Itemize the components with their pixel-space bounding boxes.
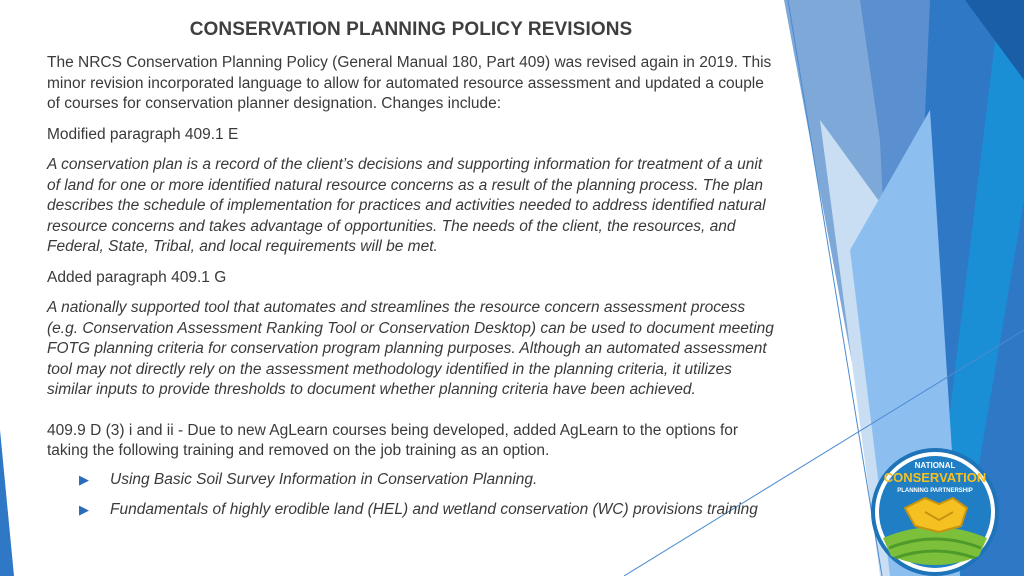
content-body bbox=[47, 53, 777, 531]
training-list bbox=[47, 470, 777, 521]
intro-paragraph: The NRCS Conservation Planning Policy (General Manual 180, Part 409) was revised again in 2019. This minor revision incorporated language to allow for automated resource assessment and updated a couple of courses for conservation planner designation. Changes include: bbox=[47, 54, 772, 112]
page-title: CONSERVATION PLANNING POLICY REVISIONS bbox=[189, 19, 633, 40]
list-item-text: Using Basic Soil Survey Information in Conservation Planning. bbox=[110, 470, 538, 488]
added-heading: Added paragraph 409.1 G bbox=[47, 268, 227, 286]
added-text: A nationally supported tool that automates and streamlines the resource concern assessment process (e.g. Conservation Assessment Ranking Tool or Conservation Desktop) can be used to document meeting FOTG planning criteria for conservation program planning purposes. Although an automated assessment tool may not directly rely on the assessment methodology identified in the planning criteria, it utilizes similar inputs to provide thresholds to document whether planning criteria have been achieved. bbox=[47, 299, 774, 398]
ncpp-logo bbox=[869, 446, 1001, 576]
list-item bbox=[63, 500, 777, 521]
logo-line3: PLANNING PARTNERSHIP bbox=[897, 488, 973, 494]
modified-text: A conservation plan is a record of the client’s decisions and supporting information for treatment of a unit of land for one or more identified natural resource concerns as a result of the planning process. The plan describes the schedule of implementation for practices and activities needed to address identified natural resource concerns and takes advantage of opportunities. The needs of the client, the resources, and Federal, State, Tribal, and local requirements will be met. bbox=[47, 156, 766, 255]
logo-line2: CONSERVATION bbox=[883, 470, 987, 485]
bullet-arrow-icon: ▶ bbox=[79, 502, 89, 517]
list-item-text: Fundamentals of highly erodible land (HEL) and wetland conservation (WC) provisions training bbox=[110, 501, 758, 518]
training-text: 409.9 D (3) i and ii - Due to new AgLearn courses being developed, added AgLearn to the options for taking the following training and removed on the job training as an option. bbox=[47, 421, 739, 459]
modified-heading: Modified paragraph 409.1 E bbox=[47, 125, 239, 143]
logo-line1: NATIONAL bbox=[914, 461, 956, 470]
deco-left-accent bbox=[0, 430, 14, 576]
list-item bbox=[63, 470, 777, 491]
bullet-arrow-icon: ▶ bbox=[79, 471, 89, 487]
